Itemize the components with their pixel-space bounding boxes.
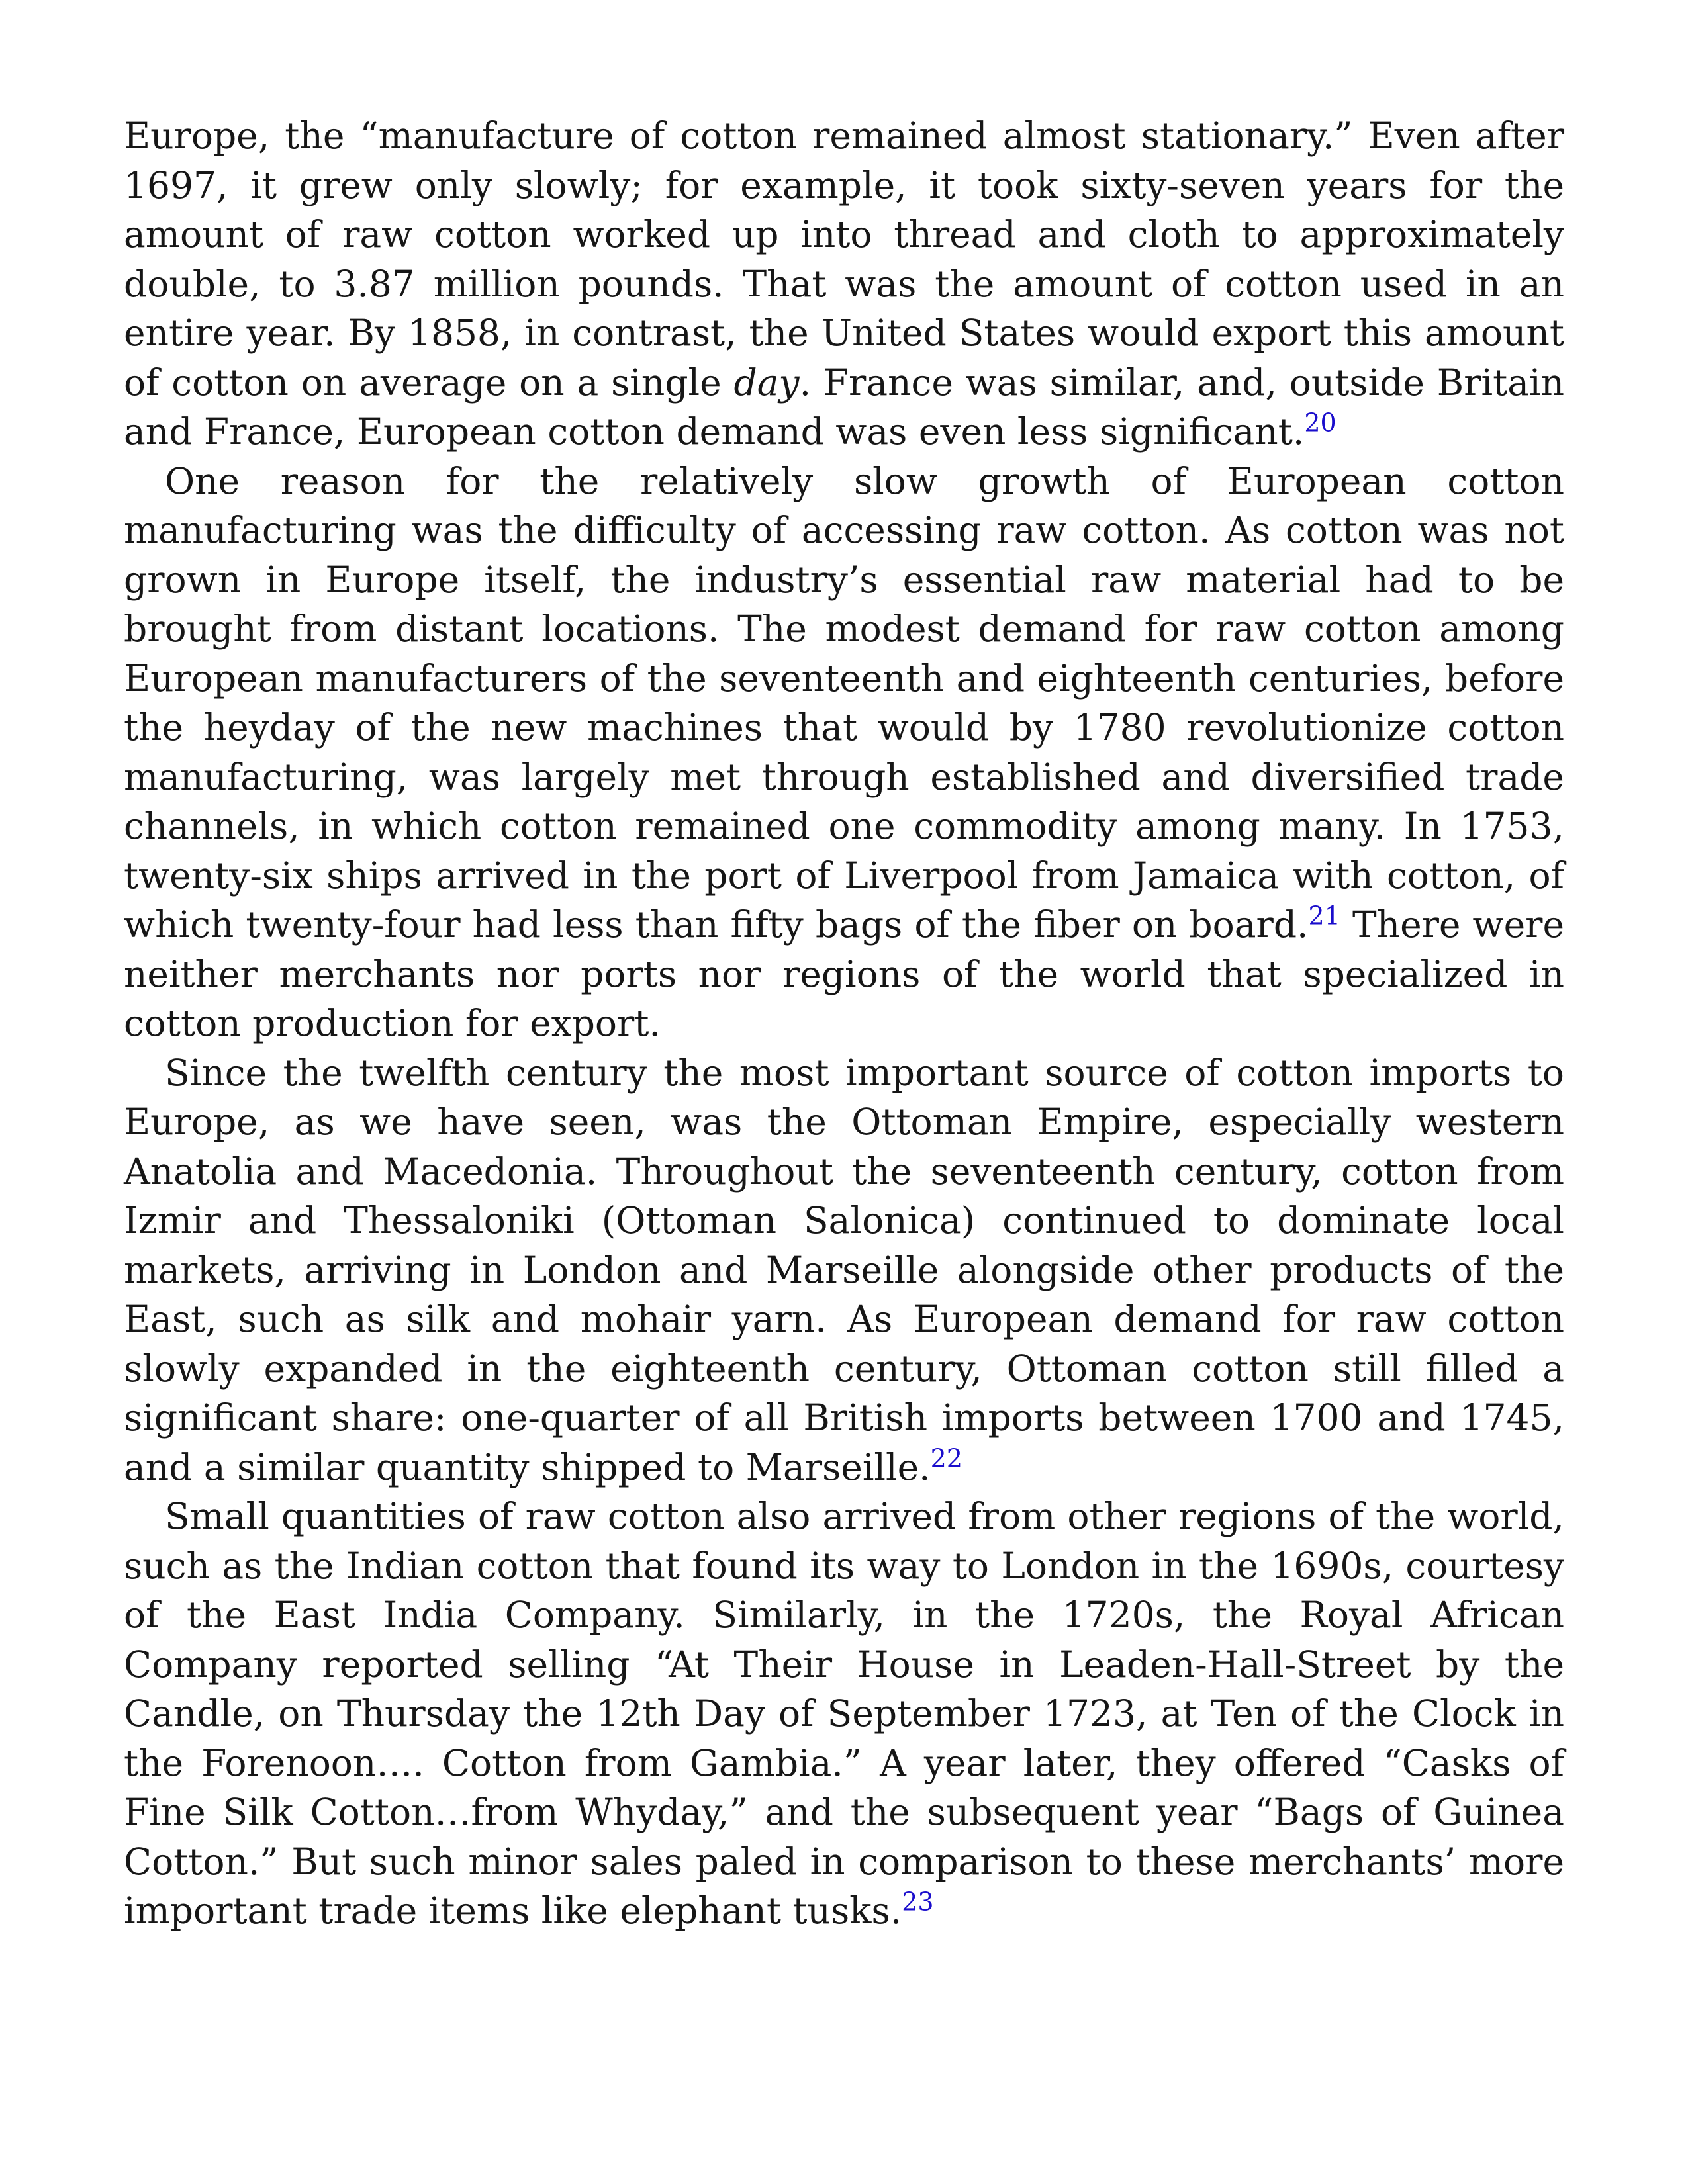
text-run: Since the twelfth century the most important source of cotton imports to Europe, as we have seen, was the Ottoman Empire, especially western Anatolia and Macedonia. Throughout the seventeenth century, cotton from Izmir and Thessaloniki (Ottoman Salonica) continued to dominate local markets, arriving in London and Marseille alongside other products of the East, such as silk and mohair yarn. As European demand for raw cotton slowly expanded in the eighteenth century, Ottoman cotton still filled a significant share: one-quarter of all British imports between 1700 and 1745, and a similar quantity shipped to Marseille.: [124, 1051, 1564, 1488]
footnote-link-21[interactable]: 21: [1308, 901, 1340, 931]
text-run: There were neither merchants nor ports nor regions of the world that specialized in cotton production for export.: [124, 903, 1565, 1044]
emphasis-text: day: [733, 361, 800, 404]
paragraph-3: [124, 1048, 1564, 1492]
paragraph-1: [124, 111, 1564, 457]
footnote-link-20[interactable]: 20: [1304, 408, 1336, 437]
text-run: Small quantities of raw cotton also arrived from other regions of the world, such as the Indian cotton that found its way to London in the 1690s, courtesy of the East India Company. Similarly, in the 1720s, the Royal African Company reported selling “At Their House in Leaden-Hall-Street by the Candle, on Thursday the 12th Day of September 1723, at Ten of the Clock in the Forenoon…. Cotton from Gambia.” A year later, they offered “Casks of Fine Silk Cotton…from Whyday,” and the subsequent year “Bags of Guinea Cotton.” But such minor sales paled in comparison to these merchants’ more important trade items like elephant tusks.: [124, 1495, 1564, 1932]
paragraph-4: [124, 1492, 1564, 1936]
text-run: One reason for the relatively slow growth of European cotton manufacturing was the difficulty of accessing raw cotton. As cotton was not grown in Europe itself, the industry’s essential raw material had to be brought from distant locations. The modest demand for raw cotton among European manufacturers of the seventeenth and eighteenth centuries, before the heyday of the new machines that would by 1780 revolutionize cotton manufacturing, was largely met through established and diversified trade channels, in which cotton remained one commodity among many. In 1753, twenty-six ships arrived in the port of Liverpool from Jamaica with cotton, of which twenty-four had less than fifty bags of the fiber on board.: [124, 459, 1564, 946]
text-run: Europe, the “manufacture of cotton remained almost stationary.” Even after 1697, it grew only slowly; for example, it took sixty-seven years for the amount of raw cotton worked up into thread and cloth to approximately double, to 3.87 million pounds. That was the amount of cotton used in an entire year. By 1858, in contrast, the United States would export this amount of cotton on average on a single: [124, 114, 1564, 404]
paragraph-2: [124, 457, 1564, 1048]
page-body: [124, 111, 1564, 1936]
footnote-link-23[interactable]: 23: [902, 1887, 934, 1917]
footnote-link-22[interactable]: 22: [930, 1443, 963, 1473]
text-run: . France was similar, and, outside Britain and France, European cotton demand was even less significant.: [124, 361, 1564, 453]
